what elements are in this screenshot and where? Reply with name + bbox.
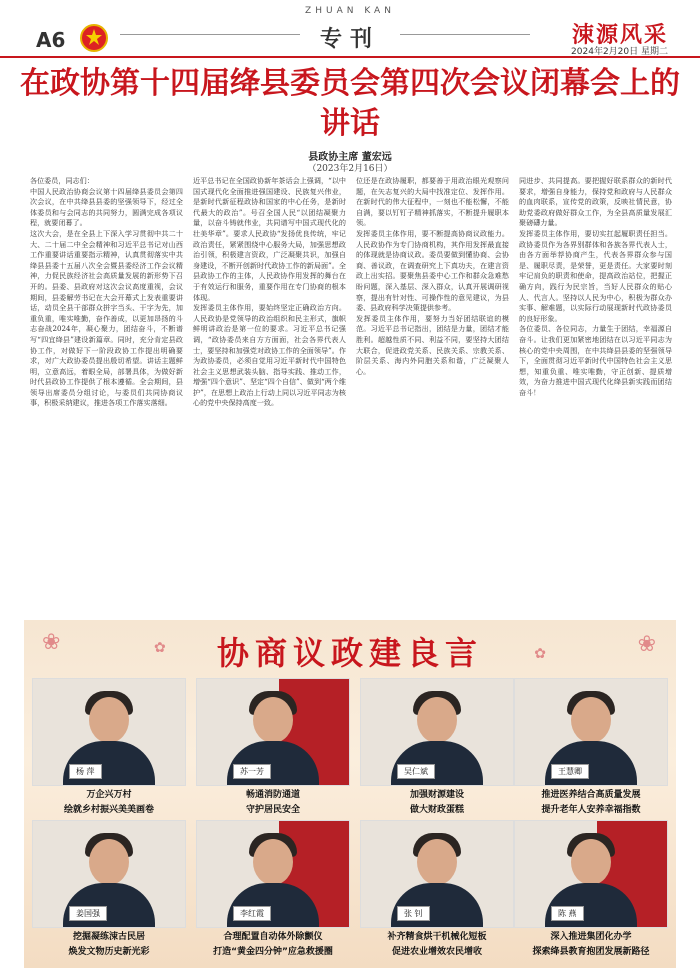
member-name: 陈 燕 (551, 906, 584, 921)
member-caption-line-2: 打造“黄金四分钟”应急救援圈 (213, 947, 333, 957)
member-card (360, 678, 514, 816)
member-photo (360, 678, 514, 786)
member-caption-line-1: 深入推进集团化办学 (550, 932, 632, 942)
newspaper-brand: 涑源风采 (571, 22, 668, 48)
member-caption-line-1: 加强财源建设 (409, 790, 464, 800)
member-caption-line-1: 万企兴万村 (86, 790, 132, 800)
issue-date: 2024年2月20日 星期二 (571, 47, 668, 57)
member-caption-line-2: 绘就乡村振兴美美画卷 (63, 805, 154, 815)
member-photo (32, 820, 186, 928)
member-caption-line-1: 推进医养结合高质量发展 (541, 790, 641, 800)
member-caption-line-2: 探索绛县教育抱团发展新路径 (532, 947, 650, 957)
article-headline: 在政协第十四届绛县委员会第四次会议闭幕会上的讲话 (20, 66, 680, 141)
member-name: 杨 萍 (69, 764, 102, 779)
member-name: 吴仁斌 (397, 764, 435, 779)
member-caption-line-2: 提升老年人安养幸福指数 (541, 805, 641, 815)
section-pinyin: ZHUAN KAN (305, 6, 395, 16)
member-card (514, 678, 668, 816)
article-body (30, 176, 672, 616)
member-photo (514, 678, 668, 786)
member-photo (360, 820, 514, 928)
member-name: 王慧卿 (551, 764, 589, 779)
member-caption-line-1: 补齐精食烘干机械化短板 (387, 932, 487, 942)
member-card (196, 678, 350, 816)
member-card (32, 820, 186, 958)
member-photo (32, 678, 186, 786)
article-column-3: 位还是在政协履职，都要善于用政治眼光观察问题，在矢志复兴的大局中找准定位、发挥作用。在新时代的伟大征程中，一刻也不能松懈，不能自满，要以钉钉子精神抓落实，不断提升履职本领。 发挥委员主体作用，要不断提高协商议政能力。人民政协作为专门协商机构，其作用发挥最直接的体现就是协商议政。委员要做到懂协商、会协商、善议政，在调查研究上下真功夫，在建言资政上出实招。要聚焦县委中心工作和群众急难愁盼问题，深入基层、深入群众，认真开展调研视察，提出有针对性、可操作性的意见建议，为县委、县政府科学决策提供参考。 发挥委员主体作用，要努力当好团结联谊的模范。习近平总书记指出，团结是力量，团结才能胜利。超越性质不同、利益不同，要坚持大团结大联合，促进政党关系、民族关系、宗教关系、阶层关系、海内外同胞关系和谐，广泛凝聚人心。 (356, 176, 509, 376)
flower-decoration-icon: ✿ (154, 640, 166, 656)
article-column-2: 近平总书记在全国政协新年茶话会上强调，“以中国式现代化全面推进强国建设、民族复兴伟业，是新时代新征程政协和国家的中心任务，是新时代最大的政治”。号召全国人民“以团结凝聚力量，以奋斗铸就伟业，共同谱写中国式现代化的壮美华章”。要求人民政协“发扬优良传统，牢记政治责任，紧紧围绕中心服务大局，加强思想政治引领，积极建言资政，广泛凝聚共识，加强自身建设，不断开创新时代政协工作的新局面”。全县政协工作的主体，人民政协作用发挥的舞台在于有效运行和服务，重要作用在专门协商的根本体现。 发挥委员主体作用，要始终坚定正确政治方向。人民政协是党领导的政治组织和民主形式，旗帜鲜明讲政治是第一位的要求。习近平总书记强调，“政协委员来自方方面面，社会各界代表人士，要坚持和加强党对政协工作的全面领导”。作为政协委员，必须自觉用习近平新时代中国特色社会主义思想武装头脑、指导实践、推动工作，增强“四个意识”、坚定“四个自信”、做到“两个维护”，在思想上政治上行动上同以习近平同志为核心的党中央保持高度一致。 (193, 176, 346, 408)
header-rule-right (400, 34, 530, 35)
page-header (0, 0, 700, 58)
flower-decoration-icon: ❀ (637, 632, 656, 657)
article-dateline: （2023年2月16日） (307, 164, 393, 174)
page-number: A6 (36, 28, 66, 52)
member-name: 张 钊 (397, 906, 430, 921)
section-title: 专刊 (319, 26, 380, 52)
feature-title: 协商议政建良言 (216, 634, 483, 672)
member-caption-line-2: 焕发文物历史新光彩 (68, 947, 150, 957)
member-name: 李红霞 (233, 906, 271, 921)
feature-banner (24, 620, 676, 968)
member-caption-line-1: 畅通消防通道 (245, 790, 300, 800)
article-column-4: 同进步、共同提高。要把握好联系群众的新时代要求，增强自身能力，保持党和政府与人民群众的血肉联系，宣传党的政策，反映社情民意，协助党委政府做好群众工作，为全县高质量发展汇聚磅礴力量。 发挥委员主体作用，要切实扛起履职责任担当。政协委员作为各界别群体和各族各界代表人士，由各方面举荐协商产生，代表各界群众参与国是、履职尽责，是荣誉，更是责任。大家要时刻牢记肩负的职责和使命，提高政治站位，把握正确方向，践行为民宗旨，当好人民群众的贴心人、代言人。坚持以人民为中心，积极为群众办实事、解难题，以实际行动展现新时代政协委员的良好形象。 各位委员、各位同志，力量生于团结，幸福源自奋斗。让我们更加紧密地团结在以习近平同志为核心的党中央周围，在中共绛县县委的坚强领导下，全面贯彻习近平新时代中国特色社会主义思想，知重负重、唯实唯勤，守正创新、提质增效，为奋力推进中国式现代化绛县新实践而团结奋斗！ (519, 176, 672, 397)
member-photo (514, 820, 668, 928)
member-card (32, 678, 186, 816)
article-column-1: 各位委员，同志们： 中国人民政治协商会议第十四届绛县委员会第四次会议，在中共绛县县委的坚强领导下，经过全体委员和与会同志的共同努力，圆满完成各项议程，就要闭幕了。 这次大会，是在全县上下深入学习贯彻中共二十大、二十届二中全会精神和习近平总书记对山西工作重要讲话重要指示精神，认真贯彻落实中共绛县县委十五届八次全会暨县委经济工作会议精神，力促民族经济社会高质量发展的新形势下召开的。县委、县政府对这次会议高度重视，会议期间，县委解劳书记在大会开幕式上发表重要讲话，动员全县干部群众拼字当头、干字为先，加重负重，唯实唯勤，奋作善成，以更加昂扬的斗志奋战2024年，凝心聚力，团结奋斗，不断谱写“四宜绛县”建设新篇章。同时，充分肯定县政协工作，对做好下一阶段政协工作提出明确要求，对广大政协委员提出殷切希望。讲话主题鲜明，立意高远，着眼全局，部署具体，为做好新时代县政协工作提供了根本遵循。全会期间，县领导出席委员分组讨论，与委员们共同协商议事，积极采纳建议，推进各项工作落实落细。 (30, 176, 183, 408)
member-caption-line-2: 促进农业增效农民增收 (391, 947, 482, 957)
member-card (360, 820, 514, 958)
flower-decoration-icon: ❀ (42, 630, 61, 655)
flower-decoration-icon: ✿ (534, 646, 546, 662)
member-caption-line-1: 挖掘凝练涑古民居 (72, 932, 145, 942)
member-card (514, 820, 668, 958)
member-name: 苏一芳 (233, 764, 271, 779)
article-byline: 县政协主席 董宏远 (308, 152, 392, 163)
member-photo (196, 678, 350, 786)
member-name: 姜国强 (69, 906, 107, 921)
member-card (196, 820, 350, 958)
member-caption-line-2: 做大财政蛋糕 (409, 805, 464, 815)
member-photo (196, 820, 350, 928)
member-caption-line-2: 守护居民安全 (245, 805, 300, 815)
member-caption-line-1: 合理配置自动体外除颤仪 (223, 932, 323, 942)
